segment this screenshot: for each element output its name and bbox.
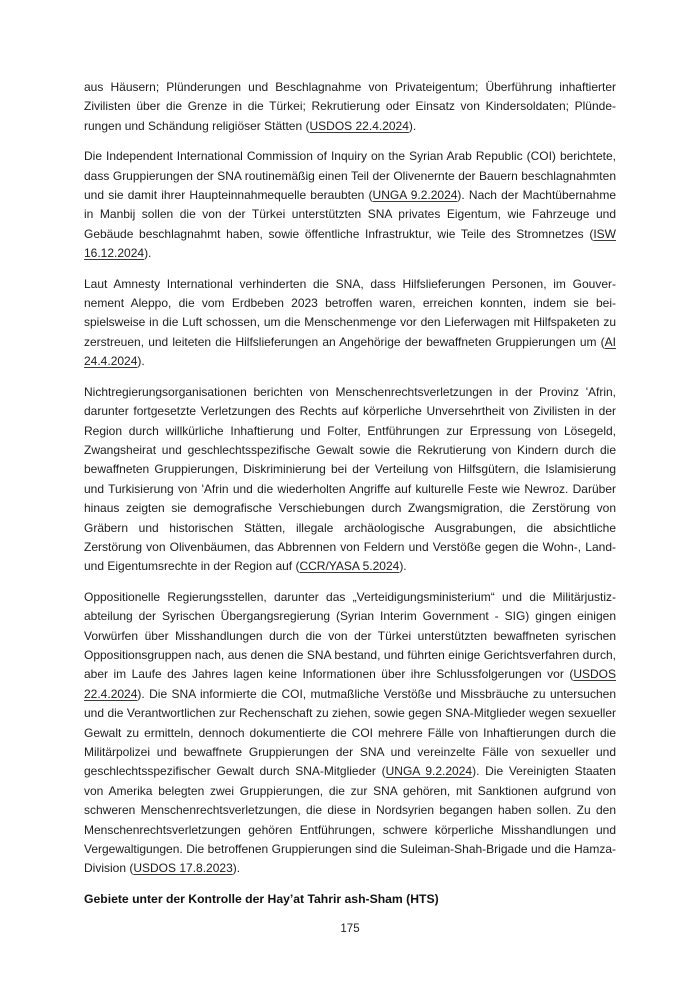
text-run: ). bbox=[399, 559, 407, 574]
paragraph bbox=[84, 383, 616, 577]
citation-link[interactable]: UNGA 9.2.2024 bbox=[372, 188, 458, 203]
citation-link[interactable]: UNGA 9.2.2024 bbox=[385, 764, 473, 779]
text-run: ). Die SNA informierte die COI, mutmaßliche Verstöße und Missbräuche zu untersuchen und die Verantwortlichen zur Rechenschaft zu ziehen, sowie gegen SNA-Mitglieder wegen sexueller Gewalt zu ermitteln, dennoch dokumentierte die COI mehrere Fälle von Inhaftierungen durch die Militärpolizei und bewaffnete Gruppierungen der SNA und vereinzelte Fälle von sexueller und geschlechtsspezifischer Gewalt durch SNA-Mitglieder ( bbox=[84, 686, 616, 779]
text-run: ). bbox=[144, 246, 152, 261]
paragraph bbox=[84, 147, 616, 263]
page-number: 175 bbox=[340, 923, 360, 936]
citation-link[interactable]: CCR/YASA 5.2024 bbox=[299, 559, 400, 574]
paragraph bbox=[84, 275, 616, 372]
citation-link[interactable]: AI 24.4.2024 bbox=[84, 334, 616, 369]
text-run: ). bbox=[408, 118, 417, 133]
paragraph bbox=[84, 78, 616, 136]
text-run: Laut Amnesty International verhinderten die SNA, dass Hilfslieferungen Personen, im Gouvernement Aleppo, die vom Erdbeben 2023 betroffen waren, erreichen konnten, indem sie beispielsweise in die Luft schossen, um die Menschenmenge vor den Lieferwagen mit Hilfspaketen zu zerstreuen, und leiteten die Hilfslieferungen an Angehörige der bewaffneten Gruppierungen um ( bbox=[84, 276, 616, 349]
paragraph bbox=[84, 588, 616, 879]
citation-link[interactable]: USDOS 17.8.2023 bbox=[133, 861, 233, 876]
text-run: ). bbox=[232, 861, 241, 876]
text-run: Oppositionelle Regierungsstellen, darunter das „Verteidigungsministerium“ und die Militärjustizabteilung der Syrischen Übergangsregierung (Syrian Interim Government - SIG) gingen einigen Vorwürfen über Misshandlungen durch die von der Türkei unterstützten bewaffneten syrischen Oppositionsgruppen nach, aus denen die SNA bestand, und führten einige Gerichtsverfahren durch, aber im Laufe des Jahres lagen keine Informationen über ihre Schlussfolgerungen vor ( bbox=[84, 589, 616, 682]
citation-link[interactable]: ISW 16.12.2024 bbox=[84, 226, 616, 261]
text-run: ). Die Vereinigten Staaten von Amerika belegten zwei Gruppierungen, die zur SNA gehören, mit Sanktionen aufgrund von schweren Menschenrechtsverletzungen, die diese in Nordsyrien begangen haben sollen. Zu den Menschenrechtsverletzungen gehören Entführungen, schwere körperliche Misshandlungen und Vergewaltigungen. Die betroffenen Gruppierungen sind die Suleiman-Shah-Brigade und die Hamza-Division ( bbox=[84, 764, 616, 876]
section-heading: Gebiete unter der Kontrolle der Hay’at Tahrir ash-Sham (HTS) bbox=[84, 891, 439, 906]
text-run: Nichtregierungsorganisationen berichten von Menschenrechtsverletzungen in der Provinz 'Afrin, darunter fortgesetzte Verletzungen des Rechts auf körperliche Unversehrtheit von Zivilisten in der Region durch willkürliche Inhaftierung und Folter, Entführungen zur Erpressung von Lösegeld, Zwangsheirat und geschlechtsspezifische Gewalt sowie die Rekrutierung von Kindern durch die bewaffneten Gruppierungen, Diskriminierung bei der Verteilung von Hilfsgütern, die Islamisierung und Turkisierung von 'Afrin und die wiederholten Angriffe auf kulturelle Feste wie Newroz. Darüber hinaus zeigten sie demografische Verschiebungen durch Zwangsmigration, die Zerstörung von Gräbern und historischen Stätten, illegale archäologische Ausgrabungen, die absichtliche Zerstörung von Olivenbäumen, das Abbrennen von Feldern und Verstöße gegen die Wohn-, Land- und Eigentumsrechte in der Region auf ( bbox=[84, 384, 616, 574]
text-run: Die Independent International Commission of Inquiry on the Syrian Arab Republic (COI) berichtete, dass Gruppierungen der SNA routinemäßig einen Teil der Olivenernte der Bauern beschlagnahmten und sie damit ihrer Haupteinnahmequelle beraubten ( bbox=[84, 149, 616, 203]
citation-link[interactable]: USDOS 22.4.2024 bbox=[84, 667, 616, 701]
citation-link[interactable]: USDOS 22.4.2024 bbox=[309, 118, 409, 133]
report-body bbox=[84, 78, 616, 935]
text-run: aus Häusern; Plünderungen und Beschlagnahme von Privateigentum; Überführung inhaftierter Zivilisten über die Grenze in die Türkei; Rekrutierung oder Einsatz von Kindersoldaten; Plünderungen und Schändung religiöser Stätten ( bbox=[84, 80, 616, 133]
paragraphs-container bbox=[84, 78, 616, 879]
text-run: ). Nach der Machtübernahme in Manbij sollen die von der Türkei unterstützten SNA privates Eigentum, wie Fahrzeuge und Gebäude beschlagnahmt haben, sowie öffentliche Infrastruktur, wie Teile des Stromnetzes ( bbox=[84, 188, 617, 241]
text-run: ). bbox=[137, 354, 145, 369]
